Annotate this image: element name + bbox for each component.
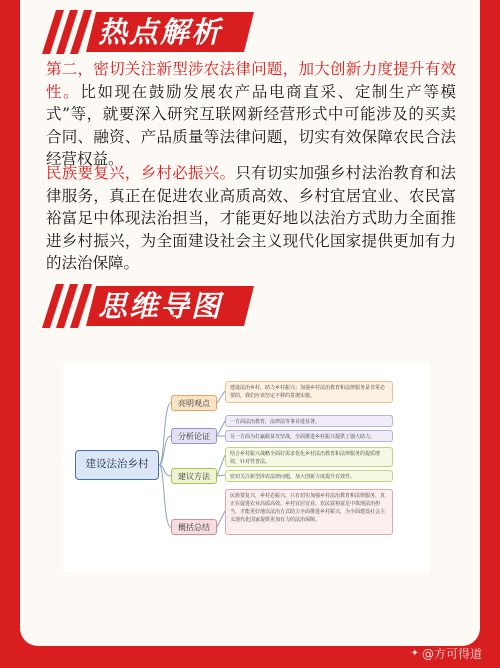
- mindmap-leaf: 另一方面为打赢脱贫攻坚战，全面推进乡村振兴提供了强大助力。: [225, 430, 393, 442]
- content-card: [20, 0, 480, 646]
- section-header-analysis: [42, 6, 262, 56]
- paragraph-1: [46, 58, 456, 171]
- sparkle-icon: ✦: [410, 648, 419, 659]
- section-header-mindmap: [42, 280, 262, 330]
- mindmap-branch: 建议方法: [171, 468, 217, 484]
- mindmap-leaf: 密切关注新型涉农法律问题，加大创新力度提升有效性。: [225, 470, 393, 482]
- watermark-text: @方可得道: [421, 647, 482, 661]
- paragraph-1-body: 比如现在鼓励发展农产品电商直采、定制生产等模式”等，就要深入研究互联网新经营形式中可能涉及的买卖合同、融资、产品质量等法律问题，切实有效保障农民合法经营权益。: [46, 82, 456, 168]
- watermark: [411, 645, 482, 662]
- mindmap-branch: 分析论证: [171, 428, 217, 444]
- mindmap-leaf: 一方面法治教育，法律法等事业进显著。: [225, 415, 393, 427]
- paragraph-2-body: 只有切实加强乡村法治教育和法律服务，真正在促进农业高质高效、乡村宜居宜业、农民富裕富足中体现法治担当，才能更好地以法治方式助力全面推进乡村振兴，为全面建设社会主义现代化国家提供更加有力的法治保障。: [46, 164, 456, 272]
- mindmap-branch: 概括总结: [171, 519, 217, 535]
- mindmap-branch: 亮明观点: [171, 395, 217, 411]
- mindmap-leaf: 结合乡村振兴战略全面好需求优化乡村法治教育和法律服务的提质增效，针对性普法。: [225, 447, 393, 467]
- paragraph-2-highlight: 民族要复兴，乡村必振兴。: [46, 164, 236, 182]
- mindmap-leaf: 建设法治乡村，助力乡村振兴；加强乡村法治教育和法律服务是非常必要的，我们应该坚定不移的贯彻实施。: [225, 381, 393, 403]
- paragraph-1-highlight: 第二，密切关注新型涉农法律问题，加大创新力度提升有效性。: [46, 60, 456, 101]
- paragraph-2: [46, 162, 456, 275]
- section-title: 热点解析: [98, 15, 223, 49]
- mindmap-leaf: 民族要复兴，乡村必振兴。只有切实加强乡村法治教育和法律服务，真正在促进农业高质高效、乡村宜居宜业、农民富裕富足中体现法治担当，才能更好地以法治方式助力全面推进乡村振兴，为全面建设社会主义现代化国家提供更加有力的法治保障。: [225, 489, 393, 535]
- mindmap-image: [63, 363, 430, 573]
- section-title: 思维导图: [98, 289, 223, 323]
- mindmap-root: 建设法治乡村: [75, 450, 159, 480]
